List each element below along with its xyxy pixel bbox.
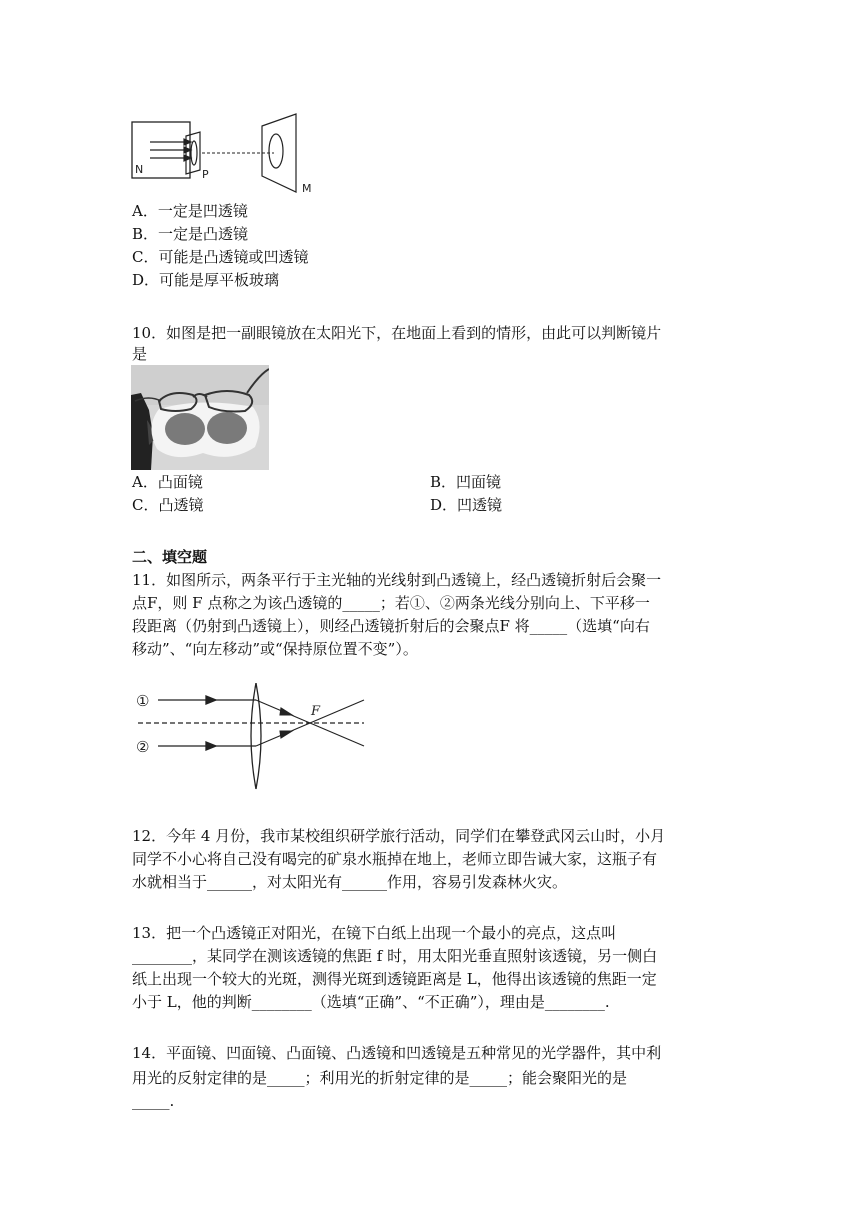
ray1-label: ① (136, 692, 150, 710)
q10-option-d: D．凹透镜 (430, 496, 503, 514)
q9-option-c: C．可能是凸透镜或凹透镜 (132, 248, 309, 266)
q9-option-b: B．一定是凸透镜 (132, 225, 249, 243)
q14-stem-line3: _____. (132, 1092, 175, 1110)
q9-option-a: A．一定是凹透镜 (132, 202, 248, 220)
label-m: M (302, 182, 312, 195)
ray2-label: ② (136, 738, 150, 756)
q13-stem-line1: 13．把一个凸透镜正对阳光，在镜下白纸上出现一个最小的亮点，这点叫 (132, 924, 617, 942)
q10-option-c: C．凸透镜 (132, 496, 204, 514)
q10-stem-line1: 10．如图是把一副眼镜放在太阳光下，在地面上看到的情形，由此可以判断镜片 (132, 324, 662, 342)
q14-stem-line1: 14．平面镜、凹面镜、凸面镜、凸透镜和凹透镜是五种常见的光学器件，其中利 (132, 1044, 662, 1062)
q13-stem-line2: ________，某同学在测该透镜的焦距 f 时，用太阳光垂直照射该透镜，另一侧白 (132, 947, 658, 965)
section-heading: 二、填空题 (132, 548, 208, 566)
q11-stem-line4: 移动”、“向左移动”或“保持原位置不变”）。 (132, 640, 418, 658)
q10-stem-line2: 是 (132, 345, 148, 363)
q10-option-a: A．凸面镜 (132, 473, 203, 491)
q10-option-b: B．凹面镜 (430, 473, 502, 491)
label-p: P (202, 168, 209, 181)
q10-glasses-photo (131, 365, 269, 470)
q9-optics-figure (128, 112, 328, 198)
q12-stem-line3: 水就相当于______，对太阳光有______作用，容易引发森林火灾。 (132, 873, 568, 891)
q12-stem-line2: 同学不小心将自己没有喝完的矿泉水瓶掉在地上，老师立即告诫大家，这瓶子有 (132, 850, 658, 868)
parallel-rays (150, 139, 191, 161)
q13-stem-line3: 纸上出现一个较大的光斑，测得光斑到透镜距离是 L，他得出该透镜的焦距一定 (132, 970, 657, 988)
q11-stem-line2: 点F，则 F 点称之为该凸透镜的_____；若①、②两条光线分别向上、下平移一 (132, 594, 650, 612)
lens-p (186, 132, 200, 174)
q12-stem-line1: 12．今年 4 月份，我市某校组织研学旅行活动，同学们在攀登武冈云山时，小月 (132, 827, 666, 845)
label-n: N (135, 163, 144, 176)
q11-stem-line3: 段距离（仍射到凸透镜上），则经凸透镜折射后的会聚点F 将_____（选填“向右 (132, 617, 650, 635)
q14-stem-line2: 用光的反射定律的是_____；利用光的折射定律的是_____；能会聚阳光的是 (132, 1069, 628, 1087)
focus-label: F (311, 704, 321, 719)
q13-stem-line4: 小于 L，他的判断________（选填“正确”、“不正确”），理由是________. (132, 993, 610, 1011)
q11-stem-line1: 11．如图所示，两条平行于主光轴的光线射到凸透镜上，经凸透镜折射后会聚一 (132, 571, 662, 589)
q11-lens-figure (128, 683, 368, 793)
q9-option-d: D．可能是厚平板玻璃 (132, 271, 280, 289)
convex-lens (251, 683, 261, 789)
